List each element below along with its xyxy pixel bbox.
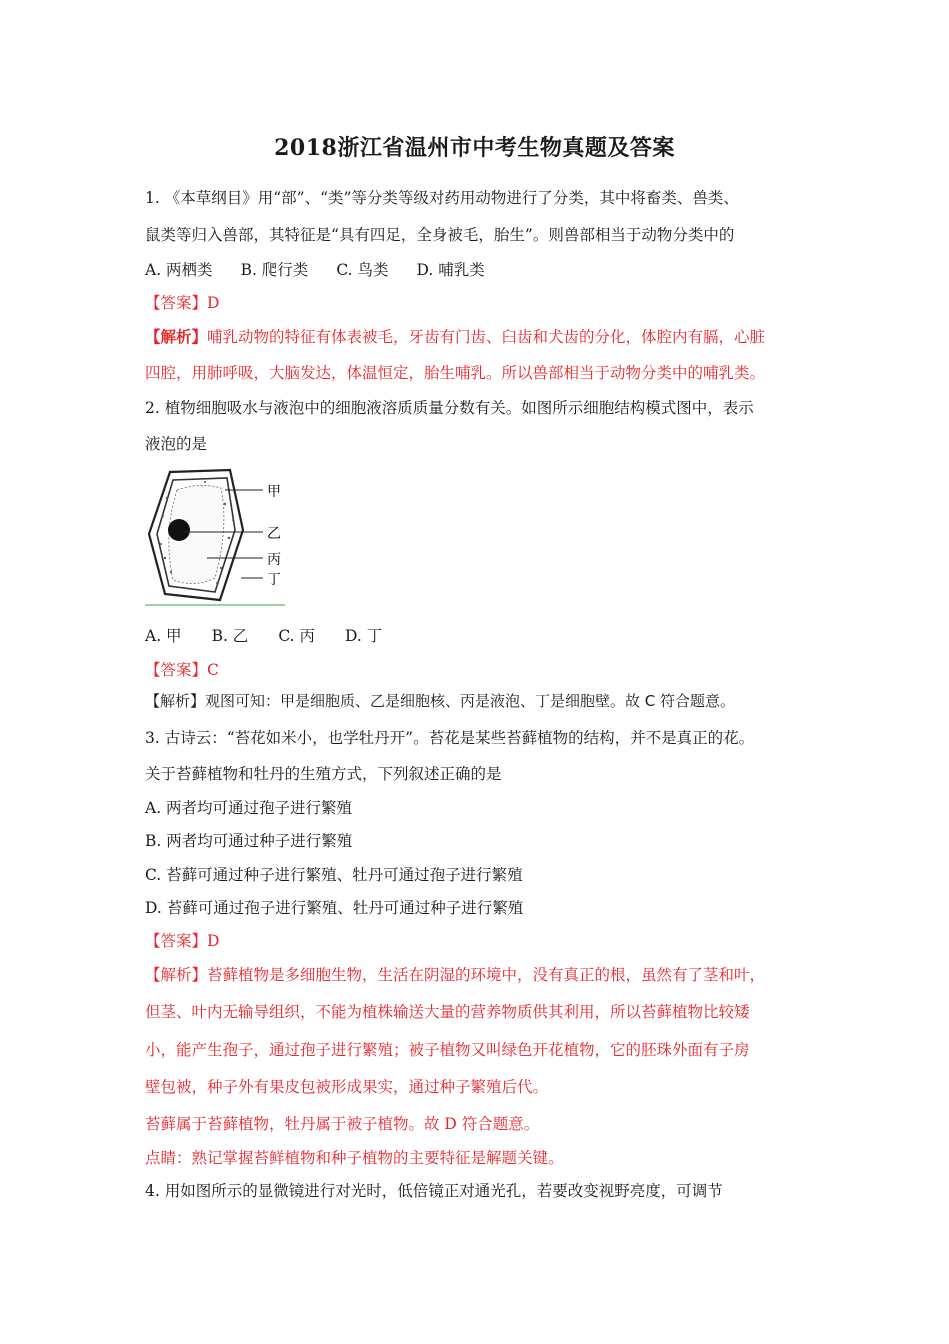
figure-label-jia: 甲	[267, 484, 281, 500]
q3-option-c: C. 苔藓可通过种子进行繁殖、牡丹可通过孢子进行繁殖	[145, 866, 523, 884]
figure-label-yi: 乙	[267, 526, 281, 542]
q1-answer: 【答案】D	[145, 294, 220, 312]
q1-option-a: A. 两栖类	[145, 261, 213, 279]
q3-stem-line-1: 3. 古诗云：“苔花如米小，也学牡丹开”。苔花是某些苔藓植物的结构，并不是真正的花。	[145, 729, 755, 747]
q1-analysis-text: 哺乳动物的特征有体表被毛，牙齿有门齿、臼齿和犬齿的分化，体腔内有膈，心脏	[207, 328, 766, 346]
q1-analysis-line-2: 四腔，用肺呼吸，大脑发达，体温恒定，胎生哺乳。所以兽部相当于动物分类中的哺乳类。	[145, 364, 766, 382]
q1-options	[145, 260, 513, 280]
q2-options	[145, 626, 412, 646]
q2-option-d: D. 丁	[344, 627, 383, 645]
q3-tip: 点睛：熟记掌握苔鲜植物和种子植物的主要特征是解题关键。	[145, 1149, 564, 1167]
q3-analysis-line-1: 【解析】苔藓植物是多细胞生物，生活在阴湿的环境中，没有真正的根，虽然有了茎和叶，	[145, 966, 766, 984]
page-title: 2018浙江省温州市中考生物真题及答案	[274, 135, 675, 161]
q3-option-d: D. 苔藓可通过孢子进行繁殖、牡丹可通过种子进行繁殖	[145, 899, 524, 917]
q3-answer: 【答案】D	[145, 932, 220, 950]
q3-analysis-line-5: 苔藓属于苔藓植物，牡丹属于被子植物。故 D 符合题意。	[145, 1115, 540, 1133]
q2-option-b: B. 乙	[211, 627, 249, 645]
plant-cell-diagram	[145, 468, 295, 608]
q1-stem-line-1: 1. 《本草纲目》用“部”、“类”等分类等级对药用动物进行了分类，其中将畜类、兽类、	[145, 189, 739, 207]
q3-stem-line-2: 关于苔藓植物和牡丹的生殖方式，下列叙述正确的是	[145, 765, 502, 783]
q3-option-a: A. 两者均可通过孢子进行繁殖	[145, 799, 353, 817]
q3-analysis-line-2: 但茎、叶内无输导组织，不能为植株输送大量的营养物质供其利用，所以苔藓植物比较矮	[145, 1003, 750, 1021]
figure-label-ding: 丁	[267, 572, 281, 588]
q2-stem-line-1: 2. 植物细胞吸水与液泡中的细胞液溶质质量分数有关。如图所示细胞结构模式图中，表示	[145, 399, 754, 417]
q3-option-b: B. 两者均可通过种子进行繁殖	[145, 832, 353, 850]
q1-analysis-label: 【解析】	[145, 327, 208, 346]
q1-stem-line-2: 鼠类等归入兽部，其特征是“具有四足，全身被毛，胎生”。则兽部相当于动物分类中的	[145, 226, 735, 244]
q1-option-c: C. 鸟类	[336, 261, 389, 279]
q1-option-b: B. 爬行类	[240, 261, 309, 279]
q4-stem-line-1: 4. 用如图所示的显微镜进行对光时，低倍镜正对通光孔，若要改变视野亮度，可调节	[145, 1182, 723, 1200]
q1-option-d: D. 哺乳类	[416, 261, 485, 279]
q3-analysis-line-4: 壁包被，种子外有果皮包被形成果实，通过种子繁殖后代。	[145, 1078, 549, 1096]
q3-analysis-line-3: 小，能产生孢子，通过孢子进行繁殖；被子植物又叫绿色开花植物，它的胚珠外面有子房	[145, 1041, 750, 1059]
q2-answer: 【答案】C	[145, 661, 219, 679]
q2-analysis: 【解析】观图可知：甲是细胞质、乙是细胞核、丙是液泡、丁是细胞壁。故 C 符合题意。	[145, 692, 736, 710]
figure-label-bing: 丙	[267, 552, 281, 568]
q2-option-a: A. 甲	[145, 627, 182, 645]
q2-stem-line-2: 液泡的是	[145, 435, 208, 453]
q1-analysis-line-1	[145, 327, 765, 347]
q2-option-c: C. 丙	[278, 627, 315, 645]
